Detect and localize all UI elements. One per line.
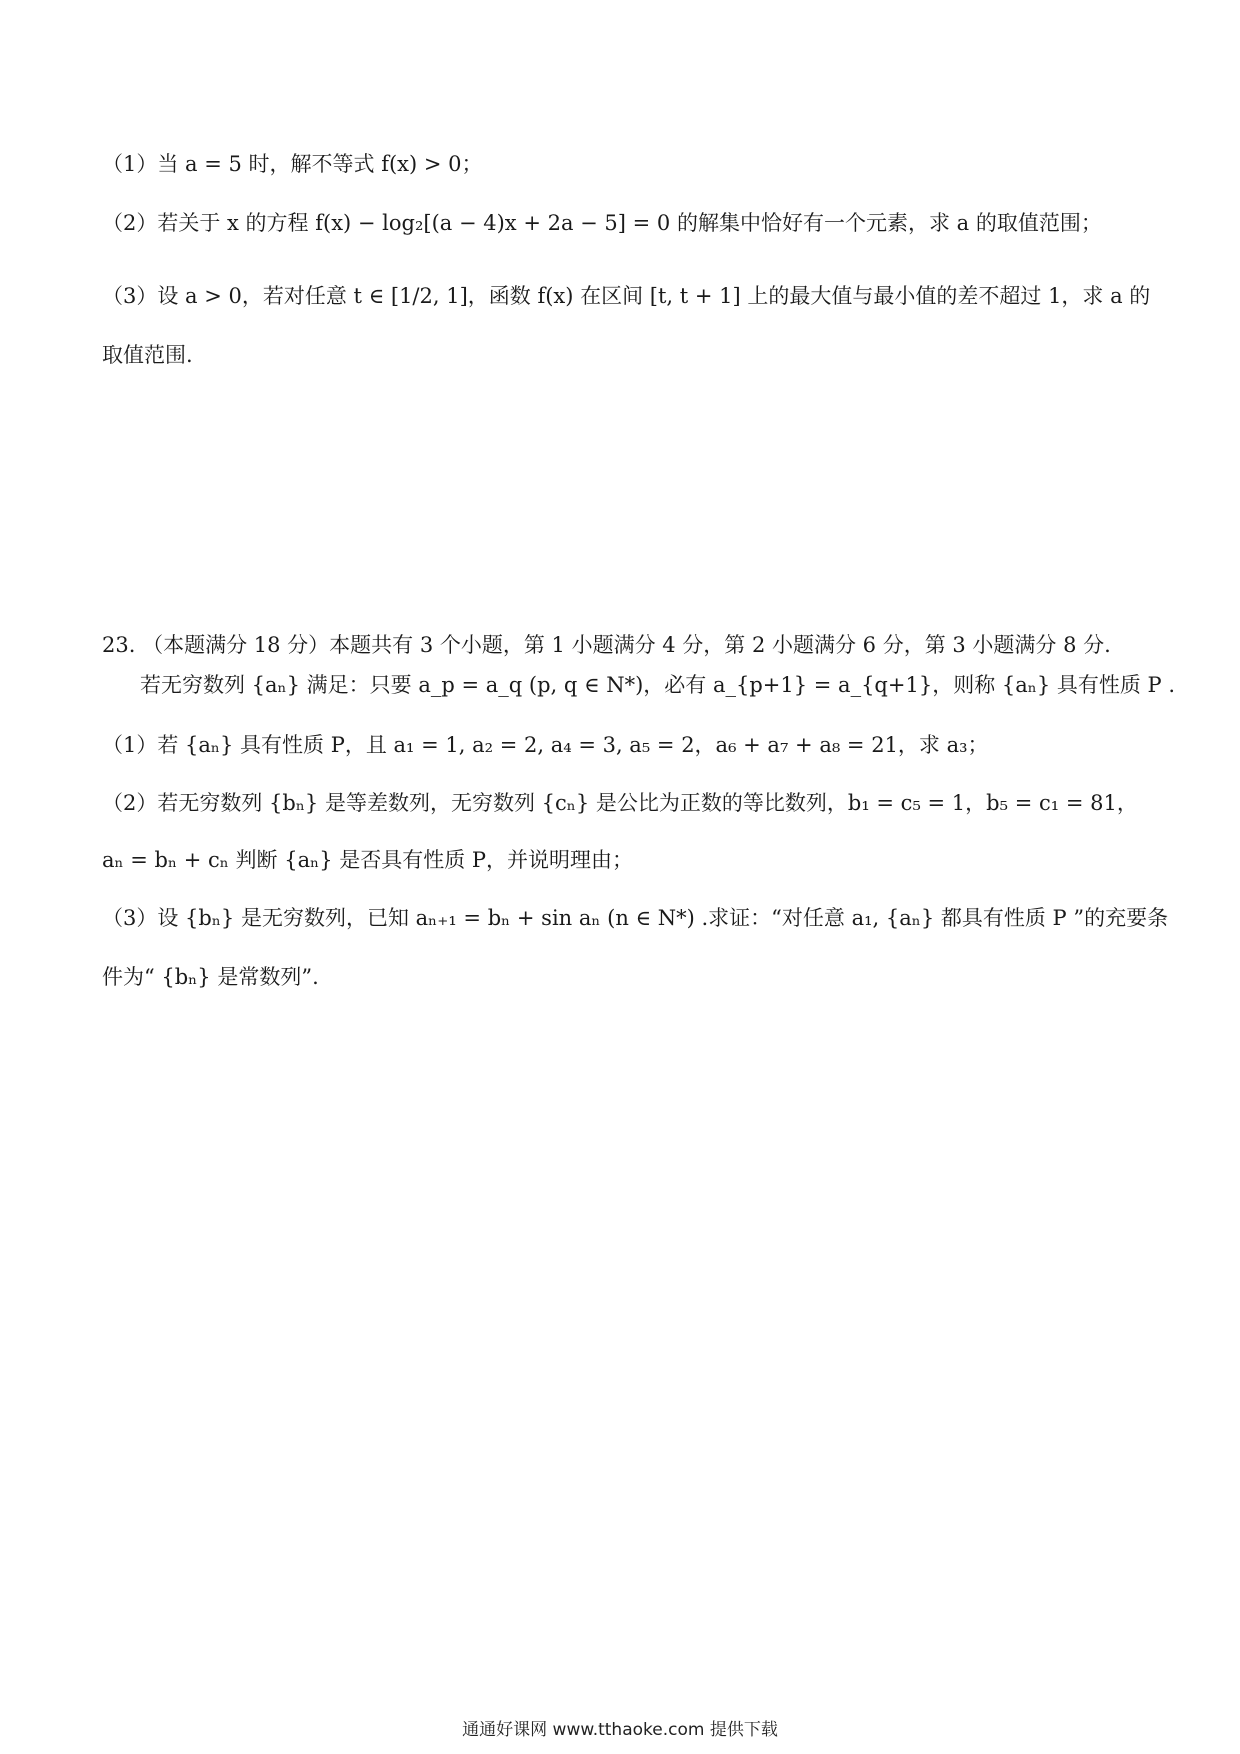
footer-source: 通通好课网 www.tthaoke.com 提供下载: [462, 1720, 778, 1740]
q23-intro: 若无穷数列 {aₙ} 满足：只要 a_p = a_q (p, q ∈ N*)，必有 a_{p+1} = a_{q+1}，则称 {aₙ} 具有性质 P .: [140, 673, 1176, 697]
q23-part3-line1: （3）设 {bₙ} 是无穷数列，已知 aₙ₊₁ = bₙ + sin aₙ (n ∈ N*) .求证：“对任意 a₁, {aₙ} 都具有性质 P ”的充要条: [102, 906, 1169, 930]
q22-part3-line1: （3）设 a > 0，若对任意 t ∈ [1/2, 1]，函数 f(x) 在区间 [t, t + 1] 上的最大值与最小值的差不超过 1，求 a 的: [102, 284, 1151, 308]
q23-part1: （1）若 {aₙ} 具有性质 P，且 a₁ = 1, a₂ = 2, a₄ = 3, a₅ = 2，a₆ + a₇ + a₈ = 21，求 a₃；: [102, 733, 989, 757]
q23-part2-line2: aₙ = bₙ + cₙ 判断 {aₙ} 是否具有性质 P，并说明理由；: [102, 848, 634, 872]
q22-part1: （1）当 a = 5 时，解不等式 f(x) > 0；: [102, 152, 483, 176]
q22-part3-line2: 取值范围.: [102, 343, 193, 367]
q22-part2: （2）若关于 x 的方程 f(x) − log₂[(a − 4)x + 2a − 5] = 0 的解集中恰好有一个元素，求 a 的取值范围；: [102, 211, 1102, 235]
q23-part2-line1: （2）若无穷数列 {bₙ} 是等差数列，无穷数列 {cₙ} 是公比为正数的等比数列，b₁ = c₅ = 1，b₅ = c₁ = 81，: [102, 791, 1138, 815]
q23-part3-line2: 件为“ {bₙ} 是常数列”.: [102, 965, 319, 989]
q23-header: 23. （本题满分 18 分）本题共有 3 个小题，第 1 小题满分 4 分，第 2 小题满分 6 分，第 3 小题满分 8 分.: [102, 633, 1111, 657]
